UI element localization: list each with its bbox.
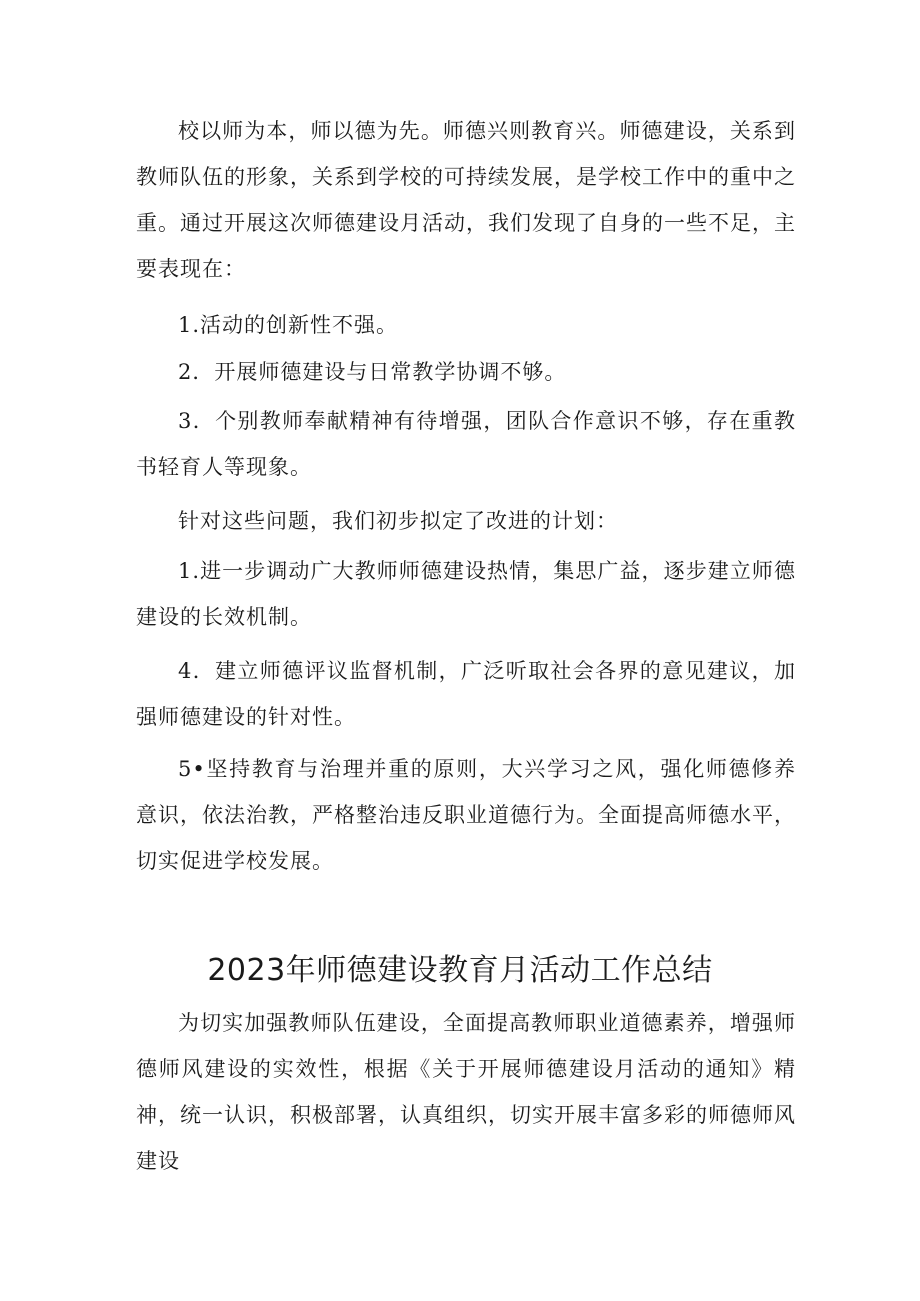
paragraph-item-1: 1.活动的创新性不强。: [178, 313, 399, 337]
paragraph-item-3: 3．个别教师奉献精神有待增强，团队合作意识不够，存在重教书轻育人等现象。: [136, 409, 796, 479]
paragraph-plan-intro: 针对这些问题，我们初步拟定了改进的计划：: [178, 509, 618, 533]
paragraph-item-2: 2．开展师德建设与日常教学协调不够。: [178, 360, 567, 384]
document-title: 2023年师德建设教育月活动工作总结: [207, 953, 713, 988]
paragraph-plan-5: 5•坚持教育与治理并重的原则，大兴学习之风，强化师德修养意识，依法治教，严格整治违反职业道德行为。全面提高师德水平，切实促进学校发展。: [136, 757, 796, 873]
paragraph-intro-shortcomings: 校以师为本，师以德为先。师德兴则教育兴。师德建设，关系到教师队伍的形象，关系到学校的可持续发展，是学校工作中的重中之重。通过开展这次师德建设月活动，我们发现了自身的一些不足，主要表现在：: [136, 119, 796, 281]
paragraph-plan-4: 4．建立师德评议监督机制，广泛听取社会各界的意见建议，加强师德建设的针对性。: [136, 659, 796, 729]
paragraph-plan-1: 1.进一步调动广大教师师德建设热情，集思广益，逐步建立师德建设的长效机制。: [136, 559, 796, 629]
paragraph-summary-intro: 为切实加强教师队伍建设，全面提高教师职业道德素养，增强师德师风建设的实效性，根据《关于开展师德建设月活动的通知》精神，统一认识，积极部署，认真组织，切实开展丰富多彩的师德师风建设: [136, 1011, 796, 1173]
